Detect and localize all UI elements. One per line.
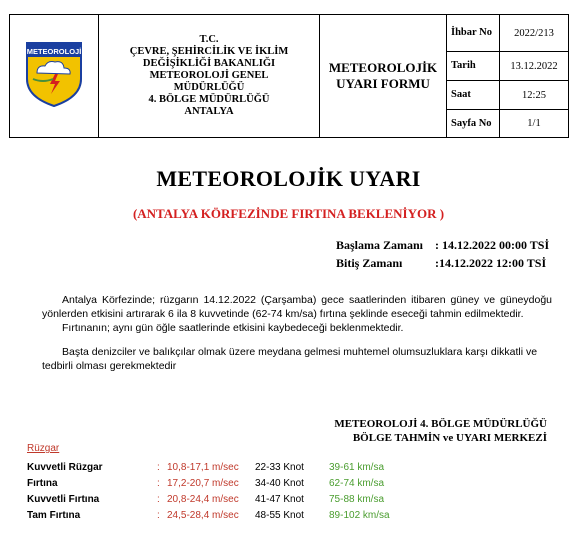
wind-colon: : — [157, 510, 160, 521]
saat-value: 12:25 — [500, 81, 569, 110]
sayfa-no-value: 1/1 — [500, 110, 569, 138]
end-time-value: :14.12.2022 12:00 TSİ — [435, 256, 547, 270]
ihbar-no-label: İhbar No — [447, 15, 500, 52]
start-time-row — [336, 236, 549, 254]
wind-kmh: 39-61 km/sa — [329, 462, 385, 473]
form-title-line: UYARI FORMU — [336, 76, 430, 91]
end-time-label: Bitiş Zamanı — [336, 256, 403, 270]
wind-row — [27, 492, 385, 508]
institution-line: 4. BÖLGE MÜDÜRLÜĞÜ — [148, 94, 270, 105]
wind-row — [27, 460, 385, 476]
wind-kmh: 89-102 km/sa — [329, 510, 390, 521]
wind-knot: 48-55 Knot — [255, 510, 304, 521]
wind-colon: : — [157, 494, 160, 505]
institution-line: ANTALYA — [184, 106, 234, 117]
saat-label: Saat — [447, 81, 500, 110]
form-title-line: METEOROLOJİK — [328, 60, 438, 75]
meteoroloji-logo — [23, 39, 85, 109]
tarih-value: 13.12.2022 — [500, 52, 569, 81]
form-title-block — [320, 15, 447, 138]
institution-line: MÜDÜRLÜĞÜ — [173, 82, 245, 93]
wind-knot: 41-47 Knot — [255, 494, 304, 505]
wind-ms: 24,5-28,4 m/sec — [167, 510, 239, 521]
body-paragraph: Antalya Körfezinde; rüzgarın 14.12.2022 (Çarşamba) gece saatlerinden itibaren güney ve güneydoğu yönlerden etkisini artırarak 6 ila 8 kuvvetinde (62-74 km/sa) fırtına şeklinde eseceği tahmin edilmektedir. — [42, 294, 552, 320]
wind-row — [27, 476, 385, 492]
wind-scale-heading: Rüzgar — [27, 443, 60, 454]
signature-line: BÖLGE TAHMİN ve UYARI MERKEZİ — [352, 432, 547, 444]
wind-scale-table — [27, 443, 390, 524]
wind-colon: : — [157, 462, 160, 473]
wind-category: Kuvvetli Rüzgar — [27, 462, 103, 473]
wind-knot: 34-40 Knot — [255, 478, 304, 489]
document-title: METEOROLOJİK UYARI — [156, 166, 421, 191]
wind-category: Kuvvetli Fırtına — [27, 494, 100, 505]
header-table — [9, 14, 569, 138]
institution-line: T.C. — [199, 34, 219, 45]
warning-subtitle: (ANTALYA KÖRFEZİNDE FIRTINA BEKLENİYOR ) — [132, 206, 445, 221]
institution-block — [99, 15, 320, 138]
wind-row — [27, 508, 390, 524]
institution-line: ÇEVRE, ŞEHİRCİLİK VE İKLİM — [129, 46, 289, 57]
end-time-row — [336, 254, 549, 272]
start-time-label: Başlama Zamanı — [336, 238, 424, 252]
institution-line: METEOROLOJİ GENEL — [149, 70, 269, 81]
form-header — [9, 14, 569, 138]
body-paragraph: Fırtınanın; aynı gün öğle saatlerinde etkisini kaybedeceği beklenmektedir. — [62, 322, 404, 334]
wind-knot: 22-33 Knot — [255, 462, 304, 473]
wind-category: Fırtına — [27, 478, 58, 489]
logo-cell — [10, 15, 99, 138]
signature-line: METEOROLOJİ 4. BÖLGE MÜDÜRLÜĞÜ — [334, 418, 547, 430]
wind-ms: 17,2-20,7 m/sec — [167, 478, 239, 489]
wind-colon: : — [157, 478, 160, 489]
institution-line: DEĞİŞİKLİĞİ BAKANLIĞI — [142, 58, 276, 69]
sayfa-no-label: Sayfa No — [447, 110, 500, 138]
warning-body — [42, 293, 552, 373]
body-paragraph: Başta denizciler ve balıkçılar olmak üzere meydana gelmesi muhtemel olumsuzluklara karşı dikkatli ve tedbirli olması gerekmektedir — [42, 346, 538, 372]
wind-kmh: 75-88 km/sa — [329, 494, 385, 505]
svg-text:METEOROLOJİ: METEOROLOJİ — [26, 46, 82, 56]
start-time-value: : 14.12.2022 00:00 TSİ — [435, 238, 550, 252]
time-block — [336, 236, 549, 272]
wind-ms: 20,8-24,4 m/sec — [167, 494, 239, 505]
wind-category: Tam Fırtına — [27, 510, 81, 521]
ihbar-no-value: 2022/213 — [500, 15, 569, 52]
wind-ms: 10,8-17,1 m/sec — [167, 462, 239, 473]
signature-block — [334, 417, 547, 445]
tarih-label: Tarih — [447, 52, 500, 81]
wind-kmh: 62-74 km/sa — [329, 478, 385, 489]
